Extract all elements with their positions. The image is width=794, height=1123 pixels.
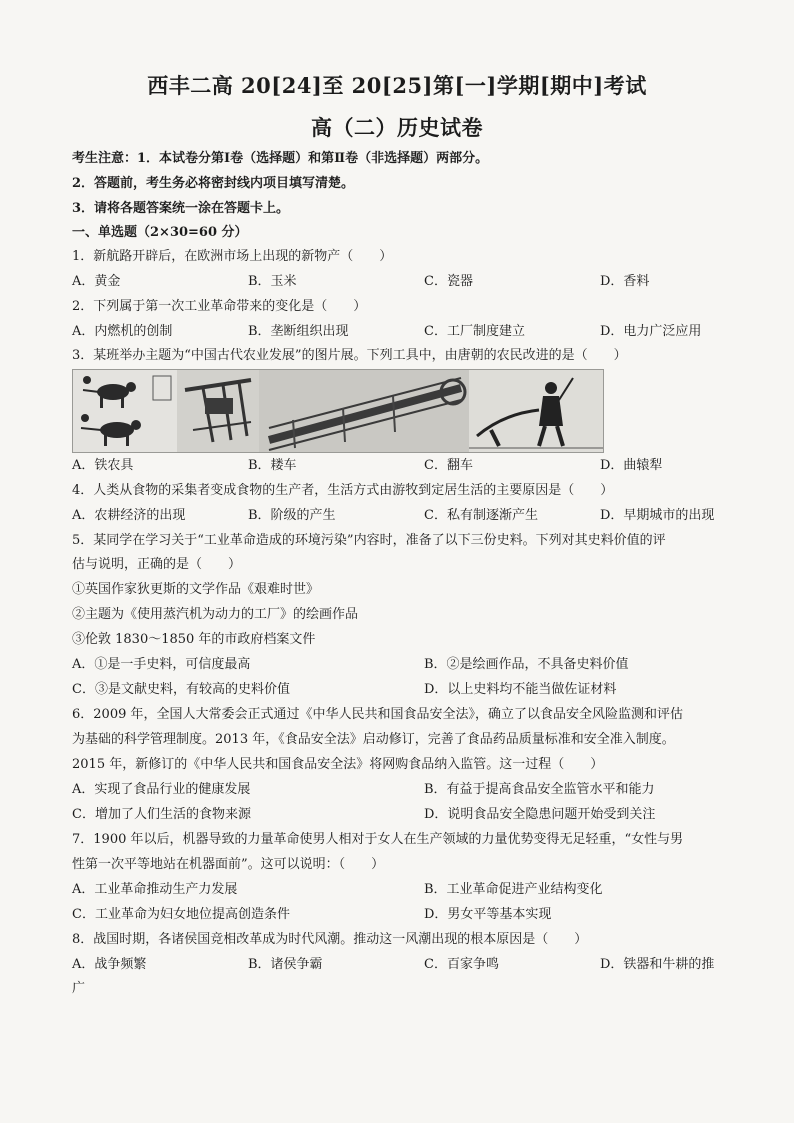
question-8-option-a: A．战争频繁 [72,957,147,972]
question-5-source-2: ②主题为《使用蒸汽机为动力的工厂》的绘画作品 [72,607,359,622]
question-7-option-d: D．男女平等基本实现 [424,907,552,922]
question-2-option-c: C．工厂制度建立 [424,324,525,339]
question-6-option-a: A．实现了食品行业的健康发展 [72,782,251,797]
question-1-option-c: C．瓷器 [424,274,473,289]
question-2-option-d: D．电力广泛应用 [600,324,702,339]
section-heading: 一、单选题（2×30=60 分） [72,225,248,240]
question-7-option-b: B．工业革命促进产业结构变化 [424,882,603,897]
question-3-stem: 3．某班举办主题为“中国古代农业发展”的图片展。下列工具中，由唐朝的农民改进的是（ ） [72,348,627,363]
question-5-source-1: ①英国作家狄更斯的文学作品《艰难时世》 [72,582,320,597]
question-4-stem: 4．人类从食物的采集者变成食物的生产者，生活方式由游牧到定居生活的主要原因是（ ） [72,483,614,498]
question-7-option-a: A．工业革命推动生产力发展 [72,882,238,897]
question-2-stem: 2．下列属于第一次工业革命带来的变化是（ ） [72,299,367,314]
question-3-option-d: D．曲辕犁 [600,458,663,473]
question-6-option-d: D．说明食品安全隐患问题开始受到关注 [424,807,656,822]
square-pallet-chain-pump-image [259,370,469,452]
note-2: 2．答题前，考生务必将密封线内项目填写清楚。 [72,176,355,191]
question-4-option-d: D．早期城市的出现 [600,508,715,523]
question-3-option-c: C．翻车 [424,458,473,473]
question-6-option-c: C．增加了人们生活的食物来源 [72,807,251,822]
curved-shaft-plow-image [469,370,603,452]
question-5-stem-line-2: 估与说明，正确的是（ ） [72,557,242,572]
question-6-stem-line-3: 2015 年，新修订的《中华人民共和国食品安全法》将网购食品纳入监管。这一过程（ ） [72,757,604,772]
question-6-stem-line-1: 6．2009 年，全国人大常委会正式通过《中华人民共和国食品安全法》，确立了以食品安全风险监测和评估 [72,707,683,722]
question-4-option-c: C．私有制逐渐产生 [424,508,538,523]
question-5-option-c: C．③是文献史料，有较高的史料价值 [72,682,290,697]
question-1-option-a: A．黄金 [72,274,121,289]
question-8-option-d-wrap: 广 [72,981,86,996]
note-1: 考生注意：1．本试卷分第Ⅰ卷（选择题）和第Ⅱ卷（非选择题）两部分。 [72,151,489,166]
exam-title: 西丰二高 20[24]至 20[25]第[一]学期[期中]考试 [147,73,647,98]
question-5-option-b: B．②是绘画作品，不具备史料价值 [424,657,629,672]
question-8-option-d: D．铁器和牛耕的推 [600,957,715,972]
question-7-option-c: C．工业革命为妇女地位提高创造条件 [72,907,290,922]
question-3-option-a: A．铁农具 [72,458,134,473]
ox-plow-image [73,370,177,452]
question-5-stem-line-1: 5．某同学在学习关于“工业革命造成的环境污染”内容时，准备了以下三份史料。下列对其史料价值的评 [72,533,666,548]
note-3: 3．请将各题答案统一涂在答题卡上。 [72,201,290,216]
question-5-option-d: D．以上史料均不能当做佐证材料 [424,682,617,697]
question-1-option-b: B．玉米 [248,274,297,289]
question-8-stem: 8．战国时期，各诸侯国竞相改革成为时代风潮。推动这一风潮出现的根本原因是（ ） [72,932,588,947]
question-7-stem-line-2: 性第一次平等地站在机器面前”。这可以说明：（ ） [72,857,385,872]
question-2-option-a: A．内燃机的创制 [72,324,173,339]
exam-subtitle: 高（二）历史试卷 [311,115,483,140]
question-2-option-b: B．垄断组织出现 [248,324,349,339]
question-7-stem-line-1: 7．1900 年以后，机器导致的力量革命使男人相对于女人在生产领域的力量优势变得无足轻重，“女性与男 [72,832,684,847]
question-3-option-b: B．耧车 [248,458,297,473]
question-6-option-b: B．有益于提高食品安全监管水平和能力 [424,782,655,797]
farm-tools-figure [72,369,604,453]
question-8-option-b: B．诸侯争霸 [248,957,323,972]
question-5-source-3: ③伦敦 1830～1850 年的市政府档案文件 [72,632,316,647]
question-8-option-c: C．百家争鸣 [424,957,499,972]
seed-drill-image [177,370,259,452]
question-4-option-a: A．农耕经济的出现 [72,508,186,523]
question-4-option-b: B．阶级的产生 [248,508,336,523]
question-6-stem-line-2: 为基础的科学管理制度。2013 年，《食品安全法》启动修订，完善了食品药品质量标准和安全准入制度。 [72,732,675,747]
question-5-option-a: A．①是一手史料，可信度最高 [72,657,251,672]
question-1-stem: 1．新航路开辟后，在欧洲市场上出现的新物产（ ） [72,249,393,264]
question-1-option-d: D．香料 [600,274,650,289]
